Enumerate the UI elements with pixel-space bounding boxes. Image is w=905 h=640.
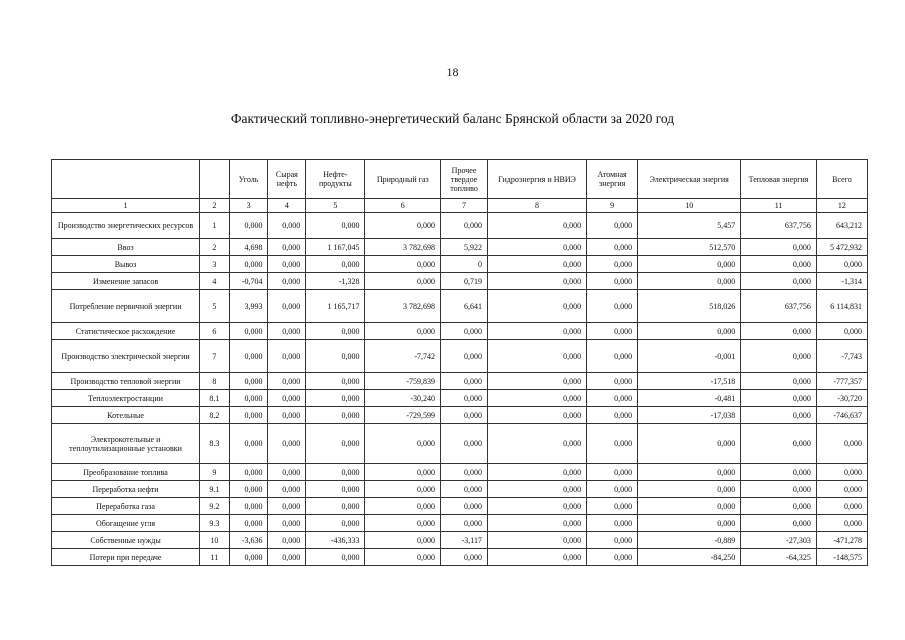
table-cell: 0,000	[488, 407, 587, 424]
table-row	[52, 213, 868, 239]
table-cell: 0,000	[229, 464, 268, 481]
row-code: 8	[200, 373, 230, 390]
column-number: 9	[587, 199, 638, 213]
table-cell: 0,000	[816, 464, 867, 481]
table-cell: 1 167,045	[306, 239, 365, 256]
row-code: 7	[200, 340, 230, 373]
table-cell: 512,570	[638, 239, 741, 256]
table-cell: 0,000	[306, 256, 365, 273]
row-code: 9	[200, 464, 230, 481]
column-header: Прочее твердое топливо	[441, 160, 488, 199]
column-header: Уголь	[229, 160, 268, 199]
table-cell: 0,000	[229, 498, 268, 515]
table-cell: -0,889	[638, 532, 741, 549]
table-cell: 0,000	[587, 464, 638, 481]
table-cell: 518,026	[638, 290, 741, 323]
table-cell: 0,000	[638, 424, 741, 464]
row-label: Производство энергетических ресурсов	[52, 213, 200, 239]
table-cell: 0,000	[587, 424, 638, 464]
table-cell: 0,000	[306, 373, 365, 390]
table-cell: -7,743	[816, 340, 867, 373]
table-cell: 0,000	[587, 340, 638, 373]
table-cell: 0,000	[587, 323, 638, 340]
table-cell: -17,518	[638, 373, 741, 390]
column-header: Атомная энергия	[587, 160, 638, 199]
table-row	[52, 407, 868, 424]
table-cell: 0,000	[587, 407, 638, 424]
table-cell: 4,698	[229, 239, 268, 256]
table-cell: 0,000	[268, 256, 306, 273]
table-cell: 0,000	[268, 407, 306, 424]
column-number: 8	[488, 199, 587, 213]
table-cell: 0,000	[638, 481, 741, 498]
table-row	[52, 323, 868, 340]
table-cell: 0,000	[587, 239, 638, 256]
table-cell: 0,000	[741, 390, 817, 407]
table-cell: 0,000	[816, 323, 867, 340]
column-header: Гидроэнергия и НВИЭ	[488, 160, 587, 199]
table-cell: 0,000	[268, 464, 306, 481]
table-row	[52, 390, 868, 407]
column-number: 3	[229, 199, 268, 213]
table-cell: 0,000	[488, 239, 587, 256]
table-row	[52, 424, 868, 464]
row-label: Производство электрической энергии	[52, 340, 200, 373]
table-cell: 0,000	[268, 239, 306, 256]
table-cell: 0,000	[741, 273, 817, 290]
table-cell: 0,000	[441, 407, 488, 424]
table-cell: 0,000	[229, 549, 268, 566]
table-row	[52, 373, 868, 390]
table-row	[52, 464, 868, 481]
table-cell: 0,000	[268, 340, 306, 373]
table-cell: 0,000	[365, 273, 441, 290]
column-number: 10	[638, 199, 741, 213]
table-cell: 0,000	[488, 213, 587, 239]
table-cell: 5 472,932	[816, 239, 867, 256]
table-cell: 0,000	[741, 424, 817, 464]
column-number: 5	[306, 199, 365, 213]
table-cell: 0,000	[268, 515, 306, 532]
table-row	[52, 340, 868, 373]
table-cell: 0,000	[365, 323, 441, 340]
table-cell: 0,000	[441, 424, 488, 464]
column-number: 11	[741, 199, 817, 213]
row-label: Переработка газа	[52, 498, 200, 515]
table-cell: 0,000	[365, 481, 441, 498]
table-cell: 0,000	[488, 323, 587, 340]
table-cell: 0,000	[229, 213, 268, 239]
row-code: 8.3	[200, 424, 230, 464]
row-label: Преобразование топлива	[52, 464, 200, 481]
table-cell: 0,000	[306, 464, 365, 481]
table-cell: 637,756	[741, 213, 817, 239]
table-cell: 0,000	[587, 532, 638, 549]
table-row	[52, 481, 868, 498]
table-cell: 0,000	[306, 323, 365, 340]
table-cell: 0,000	[441, 340, 488, 373]
table-cell: 6 114,831	[816, 290, 867, 323]
row-code: 3	[200, 256, 230, 273]
table-cell: 0,000	[741, 407, 817, 424]
table-cell: 0,000	[488, 464, 587, 481]
table-cell: 0,000	[816, 481, 867, 498]
table-cell: -30,720	[816, 390, 867, 407]
table-cell: 0	[441, 256, 488, 273]
column-number: 1	[52, 199, 200, 213]
column-header: Тепловая энергия	[741, 160, 817, 199]
table-row	[52, 239, 868, 256]
table-cell: 3 782,698	[365, 290, 441, 323]
table-row	[52, 549, 868, 566]
table-cell: 0,000	[365, 256, 441, 273]
table-cell: 0,000	[587, 498, 638, 515]
table-cell: 5,457	[638, 213, 741, 239]
table-cell: -3,117	[441, 532, 488, 549]
table-cell: 0,000	[365, 213, 441, 239]
table-cell: 0,000	[306, 213, 365, 239]
table-cell: 0,000	[587, 256, 638, 273]
table-cell: -436,333	[306, 532, 365, 549]
table-cell: 0,000	[229, 340, 268, 373]
table-cell: 0,000	[587, 515, 638, 532]
column-header: Нефте-продукты	[306, 160, 365, 199]
table-cell: 0,000	[488, 498, 587, 515]
row-label: Собственные нужды	[52, 532, 200, 549]
row-label: Переработка нефти	[52, 481, 200, 498]
column-numbers-row	[52, 199, 868, 213]
table-cell: 0,000	[365, 498, 441, 515]
table-cell: 0,000	[741, 373, 817, 390]
table-cell: 0,000	[268, 549, 306, 566]
column-header: Всего	[816, 160, 867, 199]
table-cell: 0,000	[268, 532, 306, 549]
row-label: Статистическое расхождение	[52, 323, 200, 340]
table-cell: -148,575	[816, 549, 867, 566]
table-cell: 0,000	[268, 290, 306, 323]
table-cell: 0,000	[587, 549, 638, 566]
row-label: Изменение запасов	[52, 273, 200, 290]
table-cell: 0,000	[816, 424, 867, 464]
table-cell: 0,000	[741, 340, 817, 373]
column-number: 6	[365, 199, 441, 213]
table-cell: 0,000	[488, 373, 587, 390]
table-cell: 0,000	[306, 498, 365, 515]
table-cell: -84,250	[638, 549, 741, 566]
table-cell: 0,000	[441, 515, 488, 532]
table-cell: -471,278	[816, 532, 867, 549]
table-cell: -3,636	[229, 532, 268, 549]
table-cell: 0,000	[229, 515, 268, 532]
table-cell: -746,637	[816, 407, 867, 424]
table-row	[52, 290, 868, 323]
row-label: Потребление первичной энергии	[52, 290, 200, 323]
table-cell: 0,000	[638, 273, 741, 290]
table-cell: 0,000	[741, 464, 817, 481]
table-cell: 0,000	[306, 407, 365, 424]
column-number: 12	[816, 199, 867, 213]
table-cell: 0,000	[306, 390, 365, 407]
table-cell: 0,000	[587, 481, 638, 498]
table-cell: 0,000	[741, 515, 817, 532]
table-cell: 0,000	[365, 424, 441, 464]
column-header: Сырая нефть	[268, 160, 306, 199]
table-row	[52, 515, 868, 532]
table-cell: 0,000	[229, 424, 268, 464]
table-cell: 0,000	[365, 532, 441, 549]
row-label: Котельные	[52, 407, 200, 424]
table-cell: 0,000	[587, 373, 638, 390]
row-code: 4	[200, 273, 230, 290]
table-cell: 0,000	[229, 390, 268, 407]
column-header: Электрическая энергия	[638, 160, 741, 199]
table-cell: 0,000	[816, 256, 867, 273]
table-cell: 0,000	[268, 424, 306, 464]
table-cell: 0,000	[741, 323, 817, 340]
table-cell: -30,240	[365, 390, 441, 407]
row-code: 1	[200, 213, 230, 239]
table-cell: 0,000	[488, 273, 587, 290]
row-code: 8.2	[200, 407, 230, 424]
row-code: 9.2	[200, 498, 230, 515]
table-cell: 0,000	[587, 290, 638, 323]
row-code: 5	[200, 290, 230, 323]
table-cell: 0,000	[741, 481, 817, 498]
table-cell: 0,000	[441, 498, 488, 515]
table-cell: 0,000	[306, 515, 365, 532]
table-cell: -1,328	[306, 273, 365, 290]
page-number: 18	[446, 65, 459, 79]
table-row	[52, 498, 868, 515]
table-cell: 0,000	[268, 373, 306, 390]
table-cell: 6,641	[441, 290, 488, 323]
table-cell: 0,000	[816, 498, 867, 515]
energy-balance-table	[51, 159, 868, 566]
table-cell: 0,000	[268, 390, 306, 407]
table-cell: -0,704	[229, 273, 268, 290]
row-label: Потери при передаче	[52, 549, 200, 566]
row-code: 10	[200, 532, 230, 549]
row-label: Ввоз	[52, 239, 200, 256]
table-cell: -0,481	[638, 390, 741, 407]
table-cell: 0,000	[365, 549, 441, 566]
table-cell: 637,756	[741, 290, 817, 323]
row-label: Теплоэлектростанции	[52, 390, 200, 407]
table-cell: 0,000	[268, 273, 306, 290]
table-cell: 0,000	[441, 213, 488, 239]
row-code: 11	[200, 549, 230, 566]
table-cell: 0,000	[365, 515, 441, 532]
table-cell: 0,000	[488, 549, 587, 566]
table-cell: 0,000	[441, 323, 488, 340]
table-cell: 0,000	[365, 464, 441, 481]
table-row	[52, 256, 868, 273]
table-cell: 0,000	[741, 239, 817, 256]
row-label: Обогащение угля	[52, 515, 200, 532]
column-number: 7	[441, 199, 488, 213]
table-cell: 0,000	[488, 256, 587, 273]
row-code: 6	[200, 323, 230, 340]
table-cell: 0,000	[488, 532, 587, 549]
table-cell: 1 165,717	[306, 290, 365, 323]
table-cell: 0,000	[488, 290, 587, 323]
table-cell: 0,000	[638, 464, 741, 481]
table-cell: 5,922	[441, 239, 488, 256]
table-cell: 3,993	[229, 290, 268, 323]
table-cell: 0,000	[229, 373, 268, 390]
table-cell: 0,000	[741, 498, 817, 515]
table-cell: -729,599	[365, 407, 441, 424]
table-cell: 0,719	[441, 273, 488, 290]
table-cell: 0,000	[587, 390, 638, 407]
table-cell: 0,000	[488, 390, 587, 407]
row-label: Электрокотельные и теплоутилизационные установки	[52, 424, 200, 464]
table-cell: -1,314	[816, 273, 867, 290]
table-cell: -64,325	[741, 549, 817, 566]
table-cell: 0,000	[441, 549, 488, 566]
table-cell: 3 782,698	[365, 239, 441, 256]
table-cell: 0,000	[306, 481, 365, 498]
row-code: 8.1	[200, 390, 230, 407]
column-header: Природный газ	[365, 160, 441, 199]
table-cell: 0,000	[488, 515, 587, 532]
page-title: Фактический топливно-энергетический баланс Брянской области за 2020 год	[230, 111, 675, 126]
table-cell: 0,000	[587, 273, 638, 290]
table-cell: 0,000	[441, 373, 488, 390]
row-code: 2	[200, 239, 230, 256]
table-cell: -759,839	[365, 373, 441, 390]
table-cell: 643,212	[816, 213, 867, 239]
column-header	[200, 160, 230, 199]
table-cell: 0,000	[488, 481, 587, 498]
table-cell: 0,000	[268, 498, 306, 515]
row-label: Производство тепловой энергии	[52, 373, 200, 390]
column-header	[52, 160, 200, 199]
table-row	[52, 273, 868, 290]
column-number: 2	[200, 199, 230, 213]
table-cell: 0,000	[638, 498, 741, 515]
table-cell: 0,000	[587, 213, 638, 239]
table-cell: 0,000	[441, 481, 488, 498]
table-cell: -17,038	[638, 407, 741, 424]
table-cell: 0,000	[741, 256, 817, 273]
row-label: Вывоз	[52, 256, 200, 273]
row-code: 9.1	[200, 481, 230, 498]
table-cell: 0,000	[229, 407, 268, 424]
table-cell: 0,000	[229, 256, 268, 273]
table-cell: 0,000	[306, 340, 365, 373]
table-cell: 0,000	[306, 549, 365, 566]
table-cell: -0,001	[638, 340, 741, 373]
table-cell: 0,000	[229, 323, 268, 340]
table-cell: 0,000	[638, 515, 741, 532]
table-cell: -27,303	[741, 532, 817, 549]
row-code: 9.3	[200, 515, 230, 532]
table-row	[52, 532, 868, 549]
table-cell: 0,000	[268, 481, 306, 498]
column-number: 4	[268, 199, 306, 213]
table-cell: -7,742	[365, 340, 441, 373]
table-cell: -777,357	[816, 373, 867, 390]
table-cell: 0,000	[488, 424, 587, 464]
table-cell: 0,000	[638, 323, 741, 340]
table-cell: 0,000	[638, 256, 741, 273]
table-cell: 0,000	[488, 340, 587, 373]
table-cell: 0,000	[816, 515, 867, 532]
table-cell: 0,000	[441, 464, 488, 481]
table-cell: 0,000	[268, 213, 306, 239]
table-cell: 0,000	[268, 323, 306, 340]
table-cell: 0,000	[441, 390, 488, 407]
table-header-row	[52, 160, 868, 199]
table-cell: 0,000	[306, 424, 365, 464]
table-cell: 0,000	[229, 481, 268, 498]
